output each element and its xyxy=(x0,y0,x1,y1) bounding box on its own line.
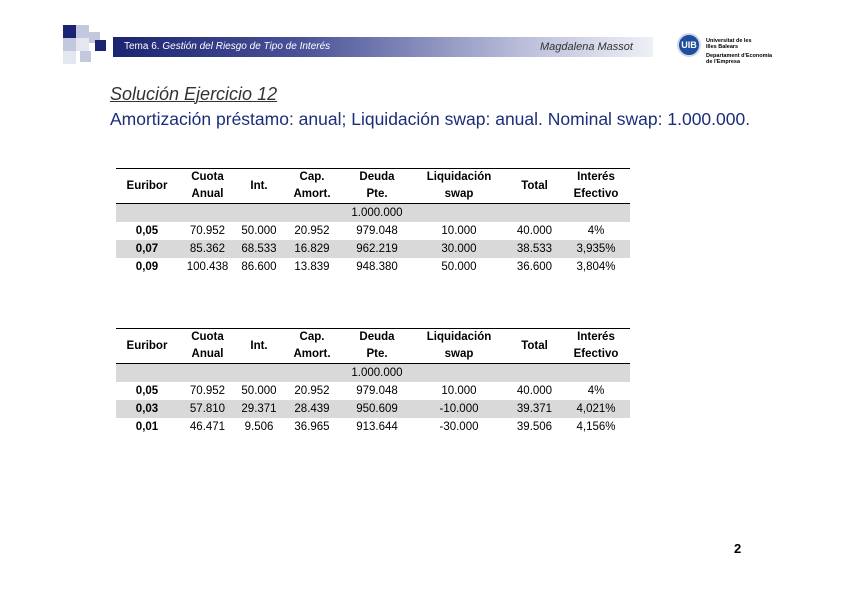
header-liquidacion: Liquidación swap xyxy=(426,171,492,200)
exercise-description: Amortización préstamo: anual; Liquidación swap: anual. Nominal swap: 1.000.000. xyxy=(110,109,751,129)
initial-debt: 1.000.000 xyxy=(343,204,411,223)
course-number: Tema 6. xyxy=(124,41,160,52)
decor-square xyxy=(80,51,91,62)
university-name xyxy=(706,38,773,65)
university-logo-icon xyxy=(677,33,701,57)
header-cap: Cap. Amort. xyxy=(293,171,331,200)
header-cuota: Cuota Anual xyxy=(191,331,224,360)
table-header-row xyxy=(116,169,630,204)
initial-debt-row xyxy=(116,364,630,383)
header-int: Int. xyxy=(250,179,268,192)
initial-debt: 1.000.000 xyxy=(343,364,411,383)
header-euribor: Euribor xyxy=(126,179,168,192)
decor-square xyxy=(76,25,89,38)
results-table-2 xyxy=(116,328,630,436)
page-number: 2 xyxy=(734,541,742,556)
header-deuda: Deuda Pte. xyxy=(359,171,395,200)
logo-line: Universitat de les xyxy=(706,38,752,44)
table-row: 0,05 70.952 50.000 20.952 979.048 10.000 40.000 4% xyxy=(135,225,605,237)
header-total: Total xyxy=(521,339,548,352)
logo-line: Illes Balears xyxy=(706,44,739,50)
course-title xyxy=(124,41,330,52)
logo-line: de l'Empresa xyxy=(706,59,741,65)
table-row: 0,05 70.952 50.000 20.952 979.048 10.000 40.000 4% xyxy=(135,385,605,397)
decor-square xyxy=(63,38,76,51)
table-row: 0,09 100.438 86.600 13.839 948.380 50.000 36.600 3,804% xyxy=(135,261,616,273)
header-cuota: Cuota Anual xyxy=(191,171,224,200)
course-topic: Gestión del Riesgo de Tipo de Interés xyxy=(162,41,331,52)
results-table-1 xyxy=(116,168,630,276)
header-euribor: Euribor xyxy=(126,339,168,352)
logo-initials: UIB xyxy=(681,40,697,50)
header-deuda: Deuda Pte. xyxy=(359,331,395,360)
table-row: 0,03 57.810 29.371 28.439 950.609 -10.000 39.371 4,021% xyxy=(116,400,630,418)
header-int: Int. xyxy=(250,339,268,352)
header-cap: Cap. Amort. xyxy=(293,331,331,360)
header-interes: Interés Efectivo xyxy=(573,331,619,360)
solution-title: Solución Ejercicio 12 xyxy=(110,84,278,104)
author-name: Magdalena Massot xyxy=(540,41,633,53)
decor-square xyxy=(95,40,106,51)
table-row: 0,07 85.362 68.533 16.829 962.219 30.000 38.533 3,935% xyxy=(116,240,630,258)
header-liquidacion: Liquidación swap xyxy=(426,331,492,360)
decor-square xyxy=(63,25,76,38)
initial-debt-row xyxy=(116,204,630,223)
table-row: 0,01 46.471 9.506 36.965 913.644 -30.000 39.506 4,156% xyxy=(135,421,616,433)
logo-line: Departament d'Economia xyxy=(706,53,773,59)
table-header-row xyxy=(116,329,630,364)
header-interes: Interés Efectivo xyxy=(573,171,619,200)
header-total: Total xyxy=(521,179,548,192)
decor-square xyxy=(63,51,76,64)
decor-square xyxy=(76,38,89,51)
